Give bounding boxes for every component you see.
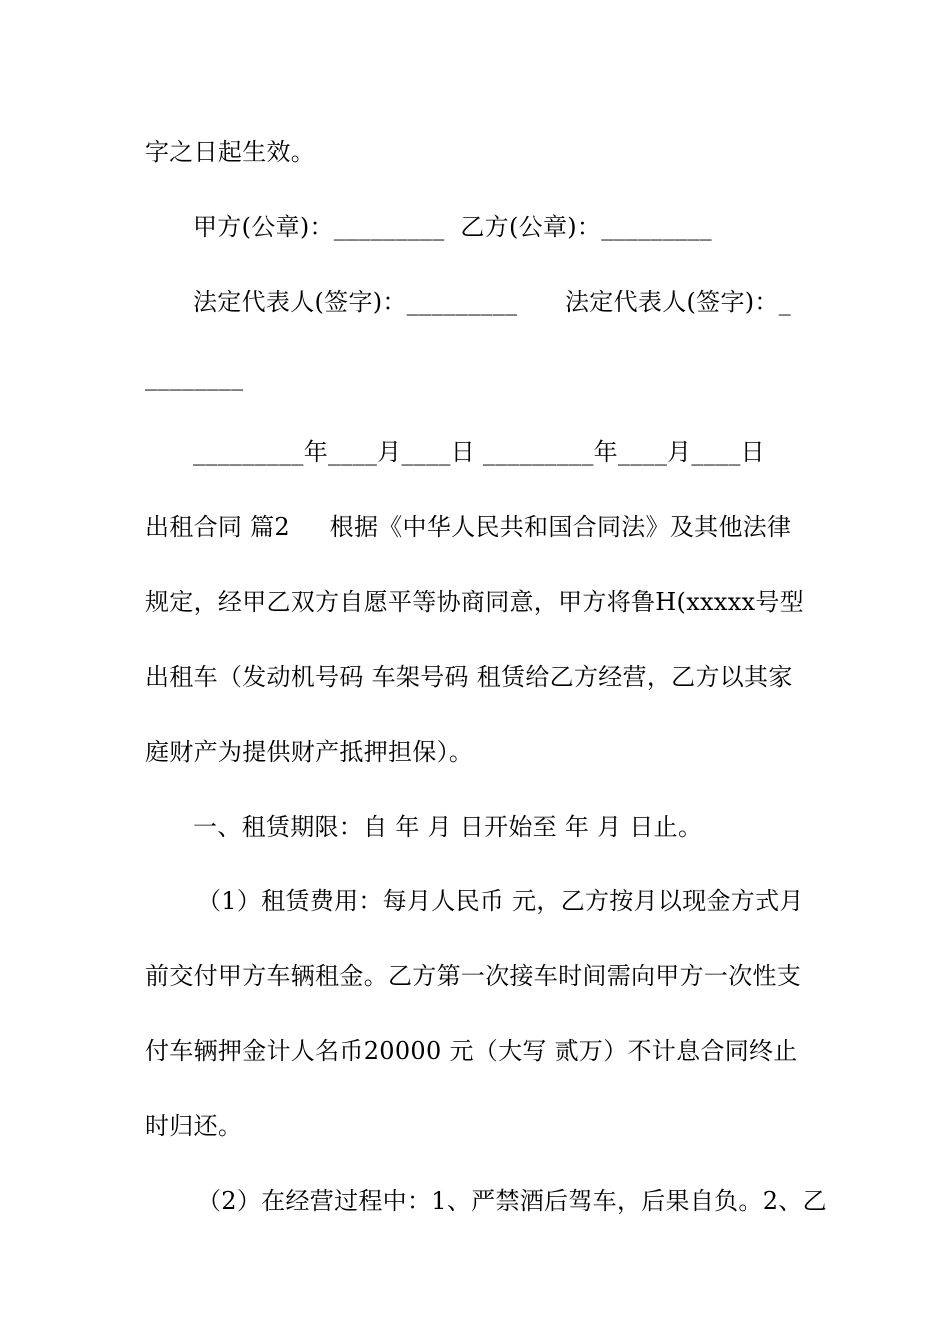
- text-line-fee-3: 付车辆押金计人名币20000 元（大写 贰万）不计息合同终止: [145, 1037, 798, 1065]
- text-line-signature-blank: ________: [145, 363, 244, 391]
- text-line-lease-term: 一、租赁期限：自 年 月 日开始至 年 月 日止。: [193, 813, 703, 841]
- text-line-body-1: 规定，经甲乙双方自愿平等协商同意，甲方将鲁H(xxxxx号型: [145, 588, 804, 616]
- text-line-contract-heading: 出租合同 篇2 根据《中华人民共和国合同法》及其他法律: [145, 513, 792, 541]
- text-line-fee-2: 前交付甲方车辆租金。乙方第一次接车时间需向甲方一次性支: [145, 962, 802, 990]
- text-line-seals: 甲方(公章)：_________ 乙方(公章)：_________: [193, 213, 712, 241]
- text-line-body-3: 庭财产为提供财产抵押担保）。: [145, 738, 474, 766]
- text-line-fee-4: 时归还。: [145, 1112, 243, 1140]
- text-line-fee-1: （1）租赁费用：每月人民币 元，乙方按月以现金方式月: [197, 887, 804, 915]
- text-line-effective: 字之日起生效。: [145, 138, 316, 166]
- text-line-body-2: 出租车（发动机号码 车架号码 租赁给乙方经营，乙方以其家: [145, 663, 793, 691]
- text-line-operation: （2）在经营过程中：1、严禁酒后驾车，后果自负。2、乙: [197, 1187, 827, 1215]
- text-line-dates: _________年____月____日 _________年____月____日: [193, 438, 765, 466]
- text-line-legal-reps: 法定代表人(签字)：_________ 法定代表人(签字)：_: [193, 288, 792, 316]
